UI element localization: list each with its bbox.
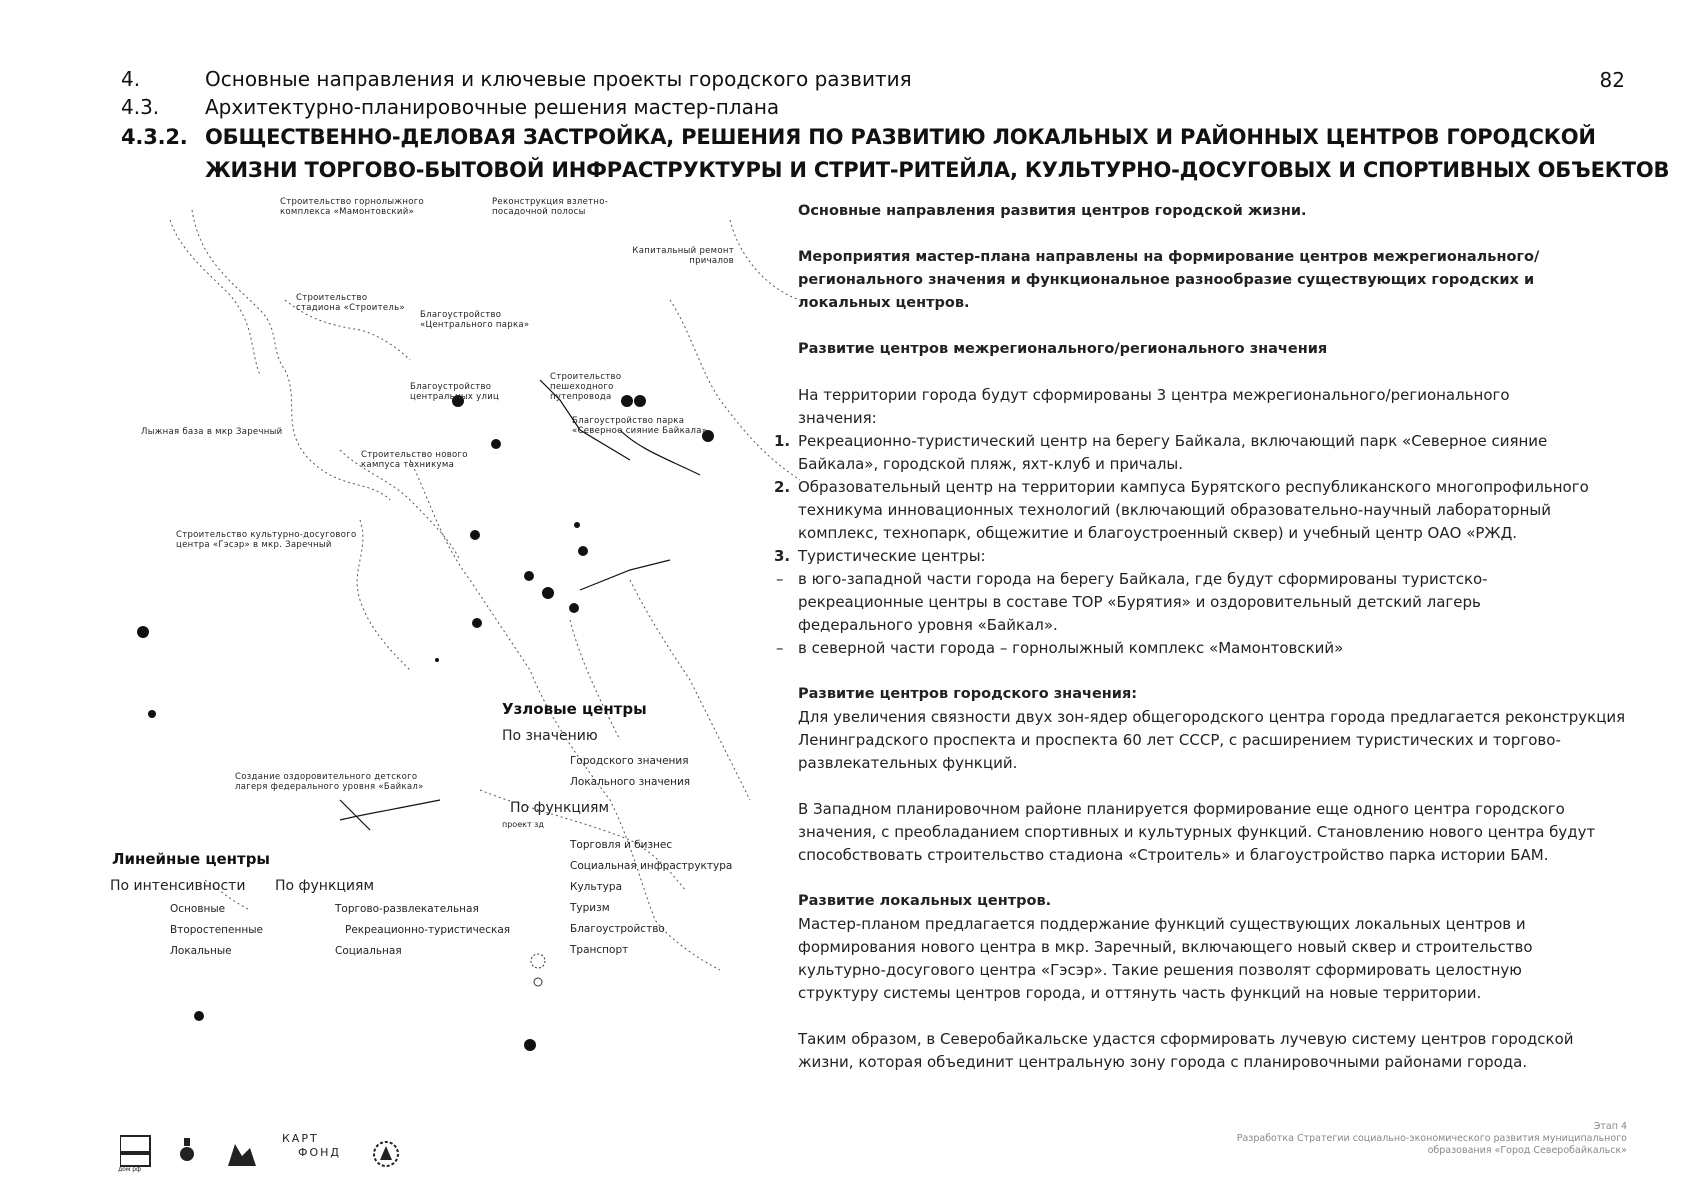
section-heading-city: Развитие центров городского значения: xyxy=(798,686,1138,702)
legend-func-social: Социальная инфраструктура xyxy=(570,860,733,872)
logo-dom-rf: дом рф xyxy=(118,1166,142,1173)
header-line-1: 4. Основные направления и ключевые проекты городского развития xyxy=(121,67,912,91)
footer-municipality: образования «Город Северобайкальск» xyxy=(1427,1145,1627,1156)
map-label-overpass: Строительство пешеходного путепровода xyxy=(550,372,622,402)
master-plan-map xyxy=(110,197,800,1100)
logo-kart-2: ФОНД xyxy=(298,1146,341,1159)
section-heading-local: Развитие локальных центров. xyxy=(798,893,1052,909)
dash-item: – в северной части города – горнолыжный комплекс «Мамонтовский» xyxy=(776,639,1344,657)
legend-node-title: Узловые центры xyxy=(502,700,647,718)
paragraph-city-1: Для увеличения связности двух зон-ядер общегородского центра города предлагается реконструкция Ленинградского проспекта и проспекта 60 лет СССР, с расширением туристических и торгово-развлекательных функций. xyxy=(798,708,1626,772)
map-label-piers: Капитальный ремонт причалов xyxy=(632,246,734,266)
paragraph-city-2: В Западном планировочном районе планируется формирование еще одного центра городского значения, с преобладанием спортивных и культурных функций. Становлению нового центра будут способствовать строительство стадиона «Строитель» и благоустройство парка истории БАМ. xyxy=(798,800,1596,864)
section-heading-main: Основные направления развития центров городской жизни. xyxy=(798,203,1307,219)
legend-int-secondary: Второстепенные xyxy=(170,924,263,936)
list-item: 2. Образовательный центр на территории кампуса Бурятского республиканского многопрофильного техникума инновационных технологий (включающий образовательно-научный лабораторный комплекс, технопарк, общежитие и благоустроенный сквер) и учебный центр ОАО «РЖД. xyxy=(774,478,1589,542)
intro-paragraph: Мероприятия мастер-плана направлены на формирование центров межрегионального/регионального значения и функциональное разнообразие существующих городских и локальных центров. xyxy=(798,249,1540,311)
paragraph-regional: На территории города будут сформированы 3 центра межрегионального/регионального значения: xyxy=(798,386,1510,427)
map-drawing xyxy=(110,200,800,1100)
legend-by-intensity: По интенсивности xyxy=(110,878,246,894)
legend-lf-recreation: Рекреационно-туристическая xyxy=(345,924,511,936)
header-line-4: ЖИЗНИ ТОРГОВО-БЫТОВОЙ ИНФРАСТРУКТУРЫ И СТРИТ-РИТЕЙЛА, КУЛЬТУРНО-ДОСУГОВЫХ И СПОРТИВНЫХ ОБЪЕКТОВ xyxy=(205,158,1670,182)
paragraph-local: Мастер-планом предлагается поддержание функций существующих локальных центров и формирования нового центра в мкр. Заречный, включающего новый сквер и строительство культурно-досугового центра «Гэсэр». Такие решения позволят сформировать целостную структуру системы центров города, и оттянуть часть функций на новые территории. xyxy=(798,915,1533,1002)
legend-int-main: Основные xyxy=(170,903,226,915)
footer xyxy=(1197,1121,1627,1157)
map-label-stadium: Строительство стадиона «Строитель» xyxy=(296,293,405,313)
map-label-northern-lights-park: Благоустройство парка «Северное сияние Байкала» xyxy=(572,416,708,436)
legend-func-trade: Торговля и бизнес xyxy=(570,839,673,851)
header-line-2: 4.3. Архитектурно-планировочные решения мастер-плана xyxy=(121,95,780,119)
legend-by-function-2: По функциям xyxy=(275,878,375,894)
body-text xyxy=(774,200,1628,1074)
partner-logos xyxy=(120,1130,420,1174)
map-label-ski-base: Лыжная база в мкр Заречный xyxy=(141,427,283,437)
legend-sig-city: Городского значения xyxy=(570,755,689,767)
page-number: 82 xyxy=(1599,68,1625,92)
logos-row xyxy=(120,1130,420,1178)
map-label-mamontovsky: Строительство горнолыжного комплекса «Мамонтовский» xyxy=(280,197,425,217)
map-label-central-streets: Благоустройство центральных улиц xyxy=(410,382,500,402)
legend-by-function: По функциям xyxy=(510,800,610,816)
list-item: 1. Рекреационно-туристический центр на берегу Байкала, включающий парк «Северное сияние Байкала», городской пляж, яхт-клуб и причалы. xyxy=(774,432,1548,473)
legend-proekt: проект зд xyxy=(502,820,544,829)
legend-lf-trade: Торгово-развлекательная xyxy=(335,903,479,915)
map-label-geser: Строительство культурно-досугового центра «Гэсэр» в мкр. Заречный xyxy=(176,530,357,550)
map-label-runway: Реконструкция взлетно-посадочной полосы xyxy=(492,197,609,217)
legend-func-transport: Транспорт xyxy=(570,944,629,956)
legend-func-tourism: Туризм xyxy=(570,902,610,914)
legend-symbols xyxy=(110,954,562,1100)
legend-int-local: Локальные xyxy=(170,945,232,957)
legend-by-significance: По значению xyxy=(502,728,598,744)
map-label-central-park: Благоустройство «Центрального парка» xyxy=(420,310,530,330)
section-heading-regional: Развитие центров межрегионального/регионального значения xyxy=(798,341,1328,357)
header-line-3: 4.3.2. ОБЩЕСТВЕННО-ДЕЛОВАЯ ЗАСТРОЙКА, РЕШЕНИЯ ПО РАЗВИТИЮ ЛОКАЛЬНЫХ И РАЙОННЫХ ЦЕНТРОВ ГОРОДСКОЙ xyxy=(121,125,1596,149)
map-label-baikal-camp: Создание оздоровительного детского лагеря федерального уровня «Байкал» xyxy=(235,772,424,792)
legend-lf-social: Социальная xyxy=(335,945,402,957)
logo-kart-1: КАРТ xyxy=(282,1132,319,1145)
list-item: 3. Туристические центры: xyxy=(774,547,986,565)
legend-func-improvement: Благоустройство xyxy=(570,923,665,935)
map-label-campus: Строительство нового кампуса техникума xyxy=(361,450,468,470)
legend-func-culture: Культура xyxy=(570,881,622,893)
paragraph-conclusion: Таким образом, в Северобайкальске удастся сформировать лучевую систему центров городской жизни, которая объединит центральную зону города с планировочными районами города. xyxy=(798,1030,1574,1071)
legend-sig-local: Локального значения xyxy=(570,776,691,788)
footer-project: Разработка Стратегии социально-экономического развития муниципального xyxy=(1236,1133,1627,1144)
footer-stage: Этап 4 xyxy=(1593,1121,1627,1132)
legend-linear-title: Линейные центры xyxy=(112,850,270,868)
dash-item: – в юго-западной части города на берегу Байкала, где будут сформированы туристско-рекреационные центры в составе ТОР «Бурятия» и оздоровительный детский лагерь федерального уровня «Байкал». xyxy=(776,570,1488,634)
